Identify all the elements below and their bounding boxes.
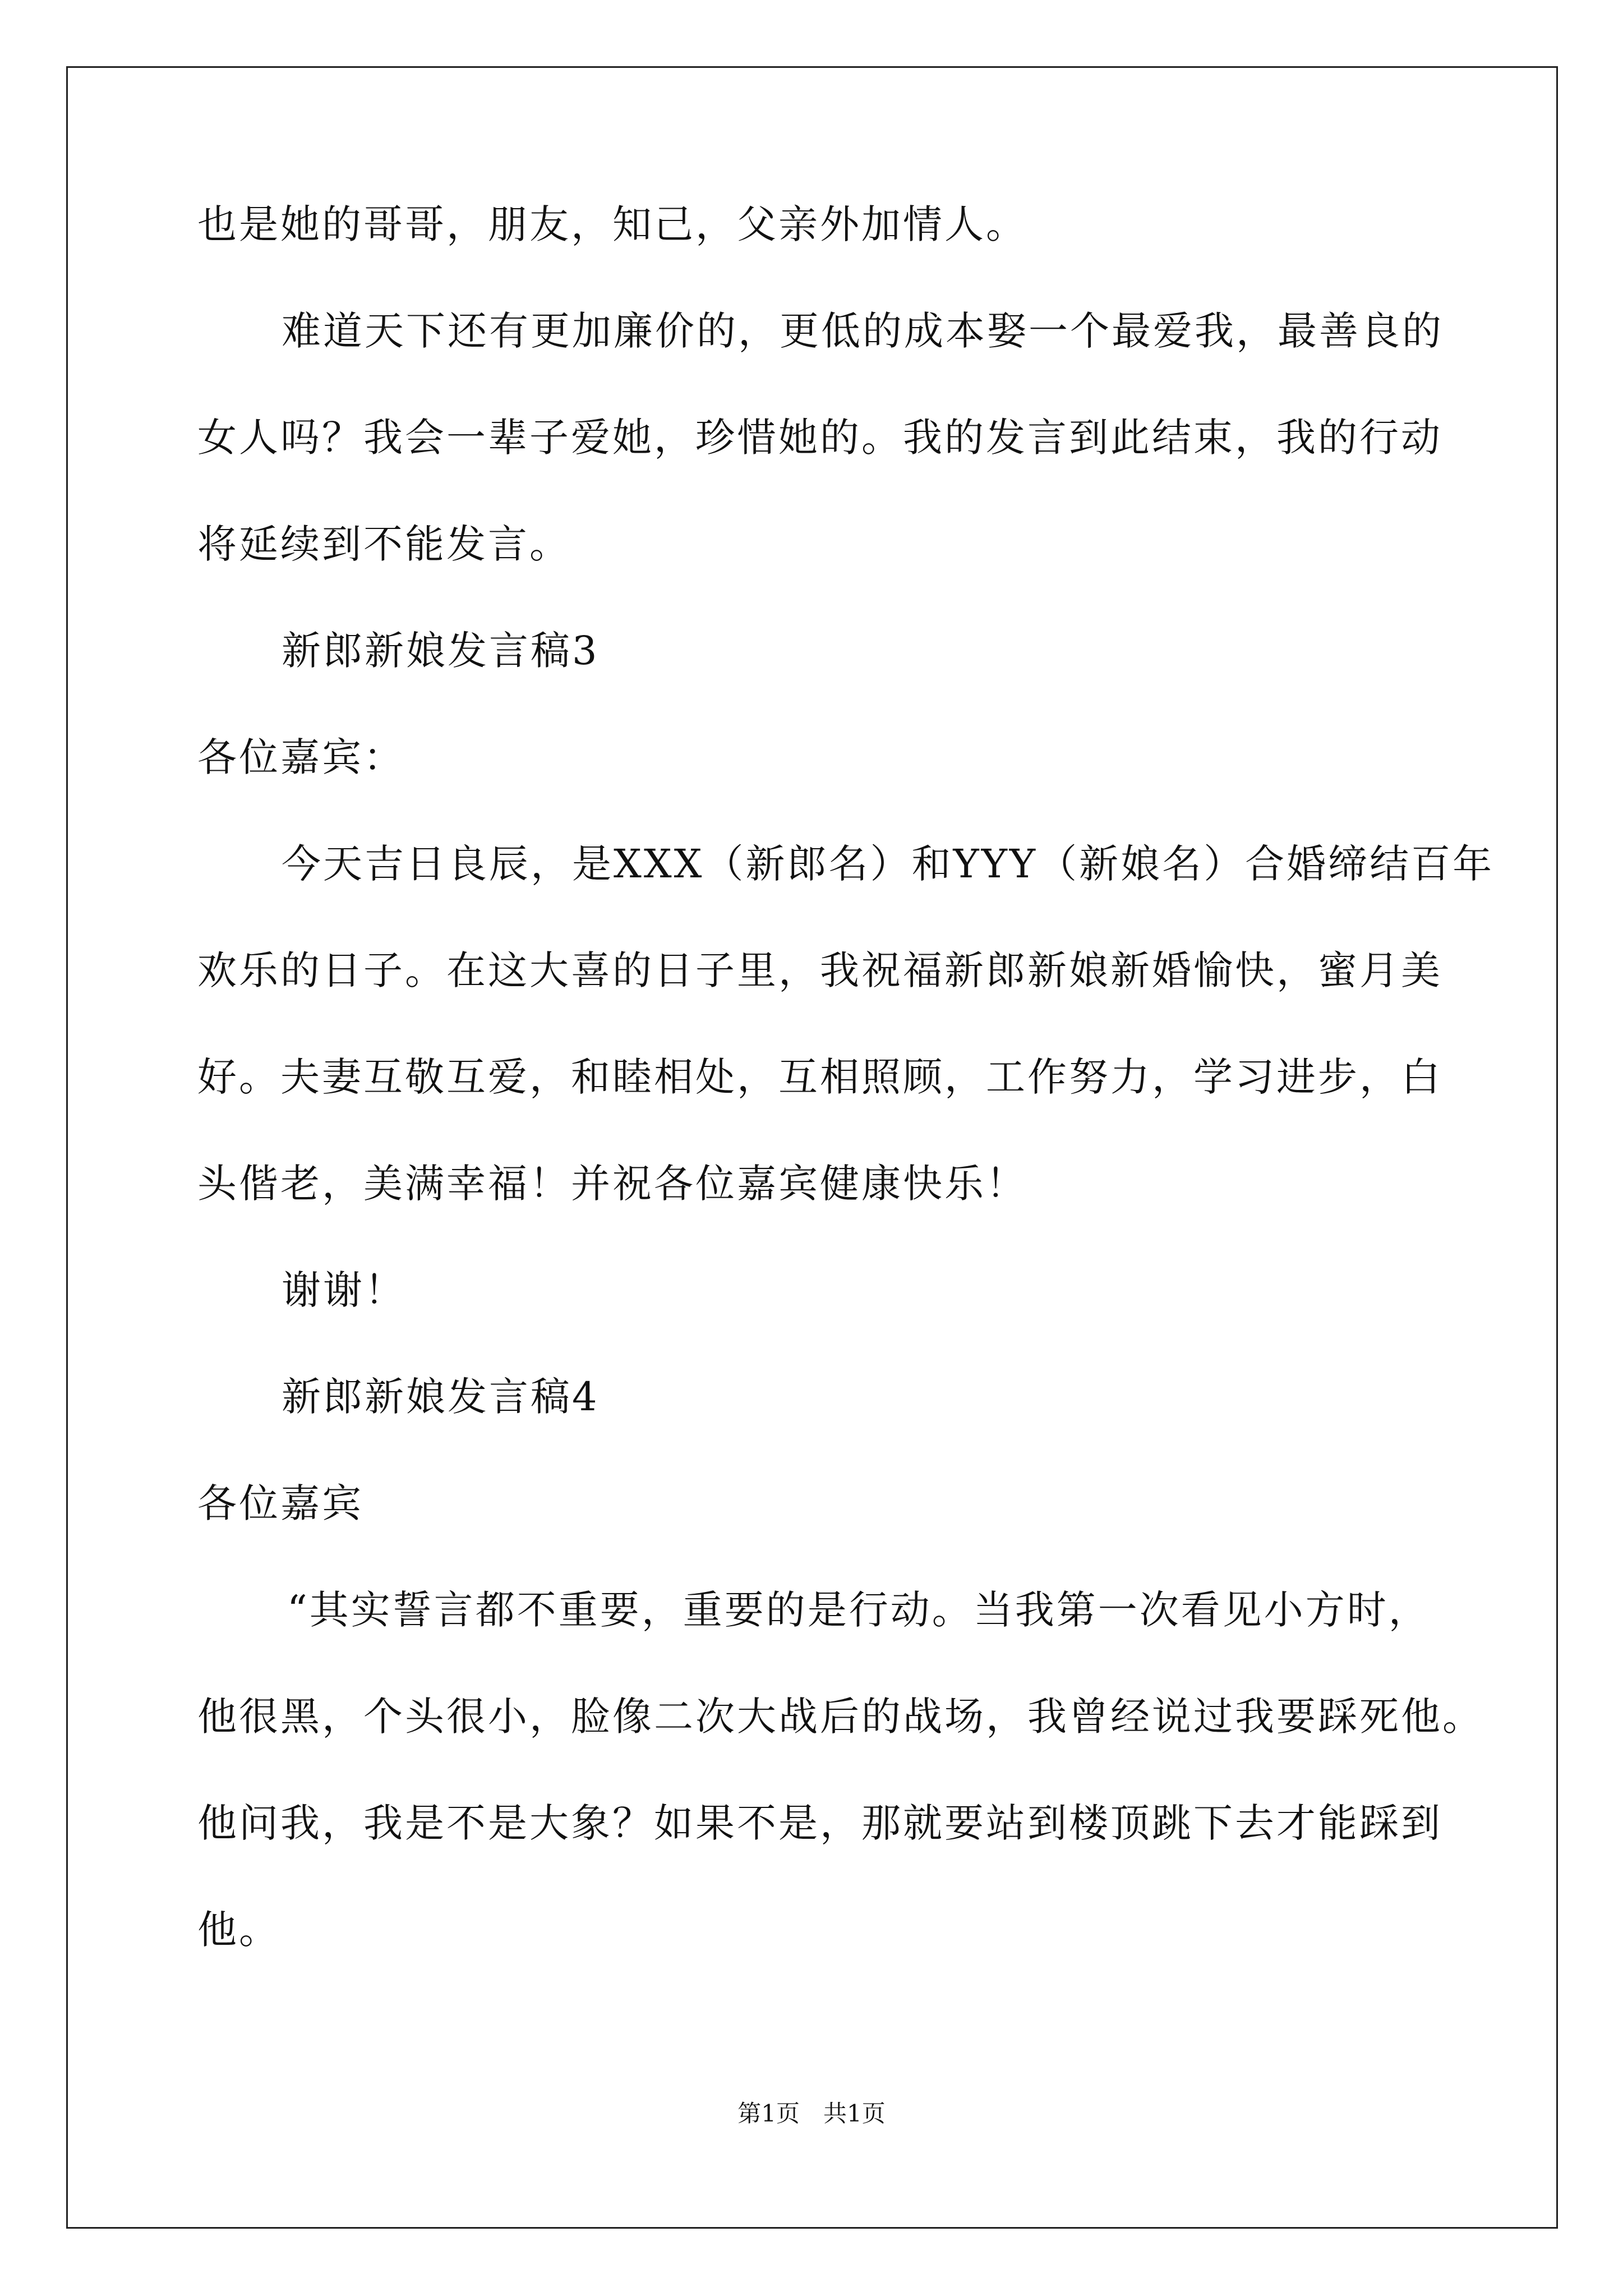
text-line: 谢谢！ [282,1267,406,1313]
text-line: 难道天下还有更加廉价的，更低的成本娶一个最爱我，最善良的 [282,308,1444,354]
text-line: 他很黑，个头很小，脸像二次大战后的战场，我曾经说过我要踩死他。 [197,1694,1484,1740]
text-line: 女人吗？我会一辈子爱她，珍惜她的。我的发言到此结束，我的行动 [197,415,1442,461]
page-border [66,66,1558,2229]
salutation: 各位嘉宾 [197,1480,363,1526]
section-heading: 新郎新娘发言稿4 [282,1374,600,1420]
text-line: 好。夫妻互敬互爱，和睦相处，互相照顾，工作努力，学习进步，白 [197,1054,1442,1100]
text-line: “其实誓言都不重要，重要的是行动。当我第一次看见小方时， [287,1587,1430,1633]
text-line: 他。 [197,1907,280,1953]
text-line: 今天吉日良辰，是XXX（新郎名）和YYY（新娘名）合婚缔结百年 [282,841,1495,887]
text-line: 将延续到不能发言。 [197,521,571,567]
text-line: 欢乐的日子。在这大喜的日子里，我祝福新郎新娘新婚愉快，蜜月美 [197,947,1442,993]
salutation: 各位嘉宾： [197,734,405,780]
section-heading: 新郎新娘发言稿3 [282,628,600,674]
text-line: 头偕老，美满幸福！并祝各位嘉宾健康快乐！ [197,1161,1027,1207]
text-line: 也是她的哥哥，朋友，知己，父亲外加情人。 [197,201,1027,247]
page-number-footer: 第1页 共1页 [737,2100,886,2127]
text-line: 他问我，我是不是大象？如果不是，那就要站到楼顶跳下去才能踩到 [197,1800,1442,1846]
